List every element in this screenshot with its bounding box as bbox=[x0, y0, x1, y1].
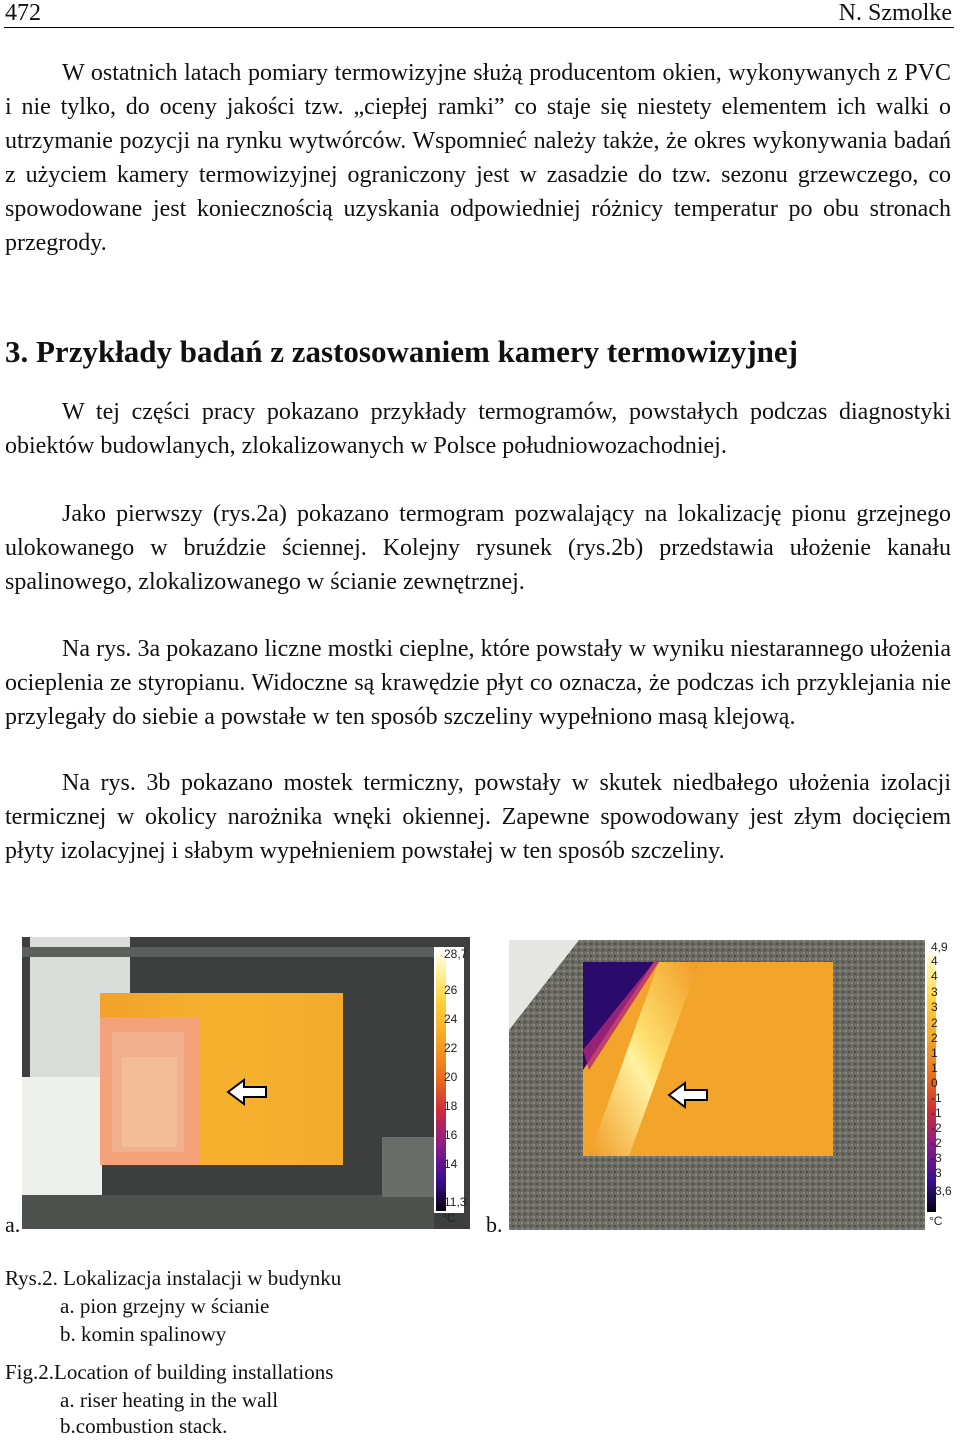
scale-b-label-5: 2 bbox=[931, 1016, 938, 1030]
scale-b-label-10: -1 bbox=[931, 1091, 942, 1105]
scale-b-label-3: 3 bbox=[931, 985, 938, 999]
header-rule bbox=[4, 27, 954, 28]
thermogram-a-image bbox=[22, 937, 470, 1229]
scale-b-label-12: -2 bbox=[931, 1121, 942, 1135]
scale-a-label-5: 18 bbox=[444, 1099, 458, 1113]
paragraph-3: Jako pierwszy (rys.2a) pokazano termogram pozwalający na lokalizację pionu grzejnego ulokowanego w bruździe ściennej. Kolejny rysunek (rys.2b) przedstawia ułożenie kanału spalinowego, zlokalizowanego w ścianie zewnętrznej. bbox=[5, 501, 951, 595]
scale-b-label-8: 1 bbox=[931, 1061, 938, 1075]
caption-pl-title: Rys.2. Lokalizacja instalacji w budynku bbox=[5, 1266, 342, 1290]
scale-b-label-11: -1 bbox=[931, 1106, 942, 1120]
caption-en-title: Fig.2.Location of building installations bbox=[5, 1360, 334, 1384]
scale-a-label-0: 28,7 bbox=[444, 947, 468, 961]
paragraph-1: W ostatnich latach pomiary termowizyjne służą producentom okien, wykonywanych z PVC i nie tylko, do oceny jakości tzw. „ciepłej ramki” co staje się niestety elementem ich walki o utrzymanie pozycji na rynku wytwórców. Wspomnieć należy także, że okres wykonywania badań z użyciem kamery termowizyjnej ograniczony jest w zasadzie do tzw. sezonu grzewczego, co spowodowane jest koniecznością uzyskania odpowiedniej różnicy temperatur po obu stronach przegrody. bbox=[5, 60, 951, 256]
scale-a-label-4: 20 bbox=[444, 1070, 458, 1084]
scale-b-label-6: 2 bbox=[931, 1031, 938, 1045]
scale-a-label-1: 26 bbox=[444, 983, 458, 997]
figure-b-label: b. bbox=[486, 1212, 503, 1237]
caption-pl-item-a: a. pion grzejny w ścianie bbox=[60, 1294, 270, 1318]
scale-a-label-6: 16 bbox=[444, 1128, 458, 1142]
scale-b-label-0: 4,9 bbox=[931, 940, 948, 954]
scale-b-label-1: 4 bbox=[931, 954, 938, 968]
scale-b-label-15: -3 bbox=[931, 1166, 942, 1180]
caption-pl-item-b: b. komin spalinowy bbox=[60, 1322, 227, 1346]
paragraph-5: Na rys. 3b pokazano mostek termiczny, powstały w skutek niedbałego ułożenia izolacji termicznej w okolicy narożnika wnęki okiennej. Zapewne spowodowany jest złym docięciem płyty izolacyjnej i słabym wypełnieniem powstałej w ten sposób szczeliny. bbox=[5, 770, 951, 864]
scale-labels-a bbox=[444, 947, 470, 1217]
caption-en-item-a: a. riser heating in the wall bbox=[60, 1388, 279, 1412]
paragraph-4: Na rys. 3a pokazano liczne mostki cieplne, które powstały w wyniku niestarannego ułożenia ocieplenia ze styropianu. Widoczne są krawędzie płyt co oznacza, że podczas ich przyklejania nie przylegały do siebie a powstałe w ten sposób szczeliny wypełniono masą klejową. bbox=[5, 636, 951, 730]
thermogram-b-image bbox=[509, 940, 957, 1230]
scale-b-label-9: 0 bbox=[931, 1076, 938, 1090]
scale-a-label-7: 14 bbox=[444, 1157, 458, 1171]
running-head-author: N. Szmolke bbox=[838, 0, 952, 26]
figure-a-label: a. bbox=[5, 1212, 21, 1237]
scale-a-unit: °C bbox=[442, 1211, 456, 1225]
scale-a-label-3: 22 bbox=[444, 1041, 458, 1055]
scale-b-label-7: 1 bbox=[931, 1046, 938, 1060]
thermogram-a bbox=[22, 937, 470, 1229]
paragraph-2: W tej części pracy pokazano przykłady termogramów, powstałych podczas diagnostyki obiektów budowlanych, zlokalizowanych w Polsce południowozachodniej. bbox=[5, 399, 951, 459]
section-heading: 3. Przykłady badań z zastosowaniem kamery termowizyjnej bbox=[5, 334, 798, 369]
scale-b-label-2: 4 bbox=[931, 969, 938, 983]
caption-en-item-b: b.combustion stack. bbox=[60, 1414, 228, 1438]
thermogram-b bbox=[509, 940, 957, 1230]
page-number: 472 bbox=[5, 0, 41, 26]
scale-b-label-13: -2 bbox=[931, 1136, 942, 1150]
scale-labels-b bbox=[931, 940, 957, 1230]
scale-a-label-8: 11,3 bbox=[444, 1195, 467, 1209]
scale-b-label-14: -3 bbox=[931, 1151, 942, 1165]
scale-b-label-4: 3 bbox=[931, 1000, 938, 1014]
scale-a-label-2: 24 bbox=[444, 1012, 458, 1026]
scale-b-label-16: -3,6 bbox=[931, 1184, 952, 1198]
scale-b-unit: °C bbox=[929, 1214, 943, 1228]
